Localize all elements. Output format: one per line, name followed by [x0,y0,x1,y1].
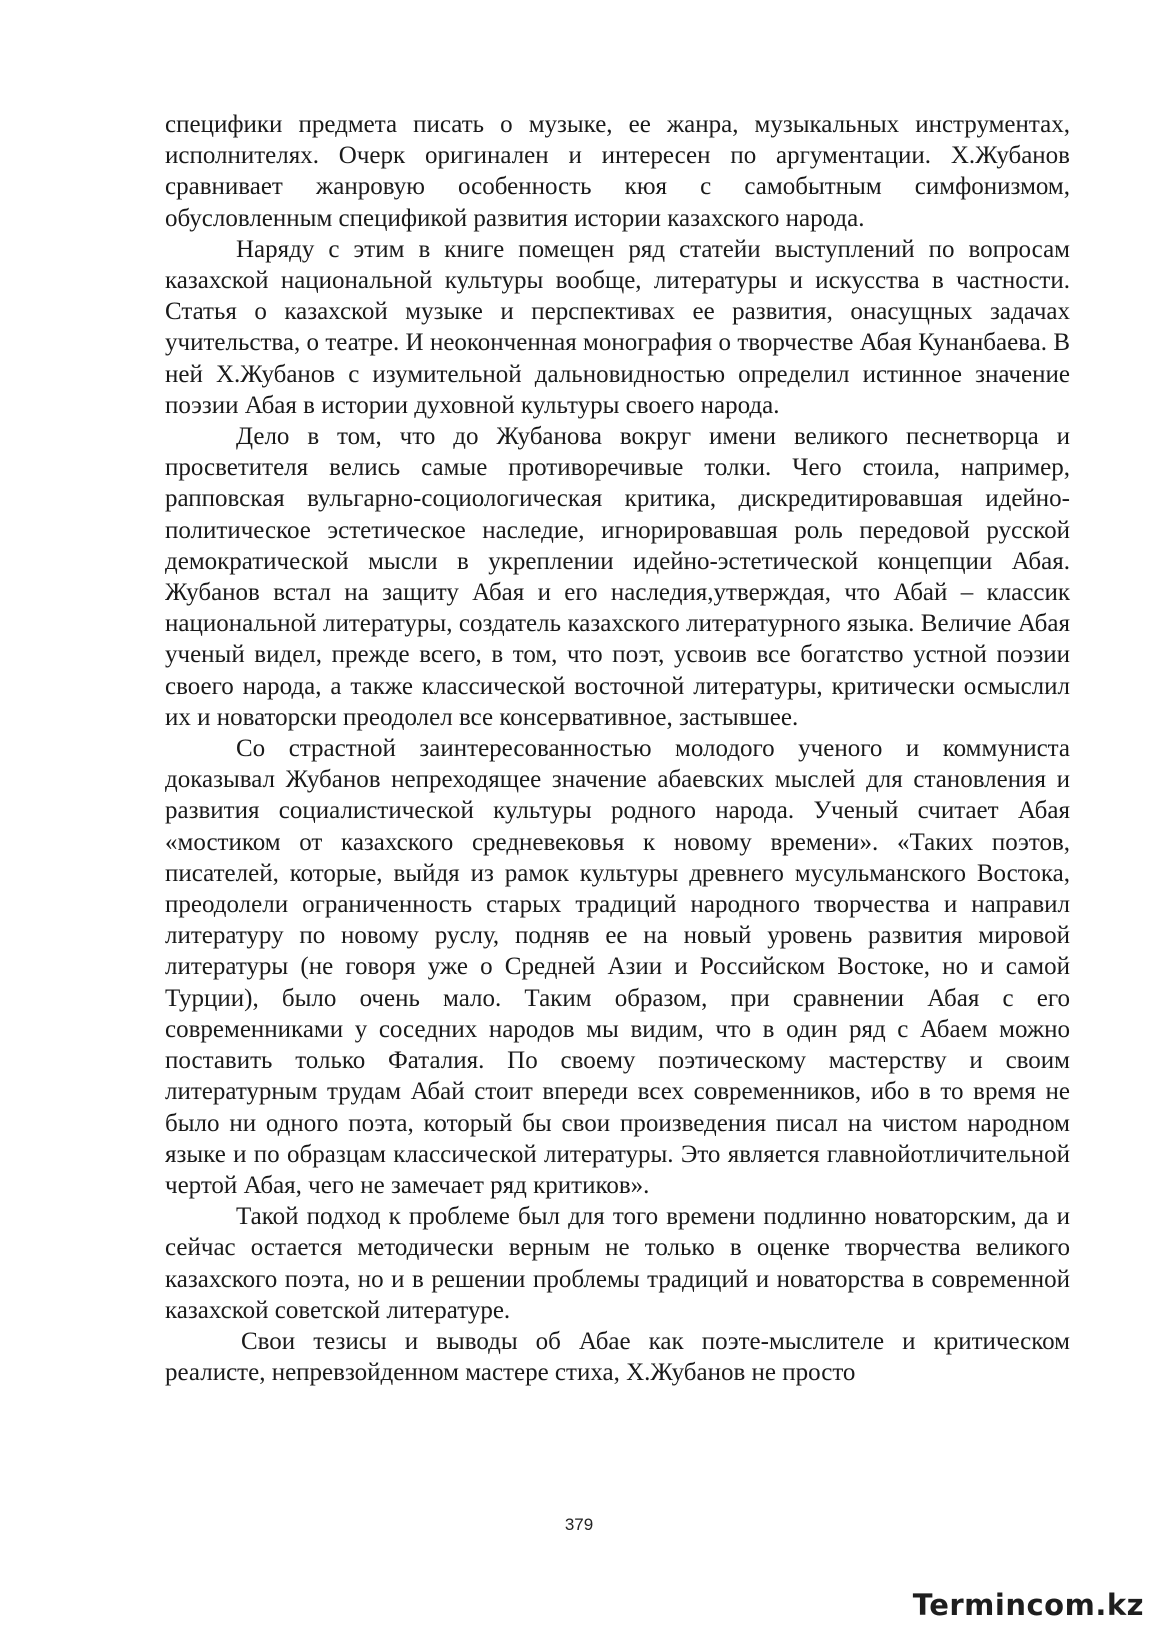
watermark-logo [913,1583,1144,1627]
paragraph-1: специфики предмета писать о музыке, ее жанра, музыкальных инструментах, исполнителях. Очерк оригинален и интересен по аргументации. Х.Жубанов сравнивает жанровую особенность кюя с самобытным симфонизмом, обусловленным спецификой развития истории казахского народа. [165,111,1070,232]
paragraph-6: Свои тезисы и выводы об Абае как поэте-мыслителе и критическом реалисте, непревзойденном мастере стиха, Х.Жубанов не просто [165,1327,1070,1387]
paragraph-3: Дело в том, что до Жубанова вокруг имени великого песнетворца и просветителя велись самые противоречивые толки. Чего стоила, например, рапповская вульгарно-социологическая критика, дискредитировавшая идейно-политическое эстетическое наследие, игнорировавшая роль передовой русской демократической мысли в укреплении идейно-эстетической концепции Абая. Жубанов встал на защиту Абая и его наследия,утверждая, что Абай – классик национальной литературы, создатель казахского литературного языка. Величие Абая ученый видел, прежде всего, в том, что поэт, усвоив все богатство устной поэзии своего народа, а также классической восточной литературы, критически осмыслил их и новаторски преодолел все консервативное, застывшее. [165,423,1070,731]
paragraph-5: Такой подход к проблеме был для того времени подлинно новаторским, да и сейчас остается методически верным не только в оценке творчества великого казахского поэта, но и в решении проблемы традиций и новаторства в современной казахской советской литературе. [165,1203,1070,1324]
watermark-text: Termincom.kz [912,1588,1144,1622]
paragraph-4: Со страстной заинтересованностью молодого ученого и коммуниста доказывал Жубанов непреходящее значение абаевских мыслей для становления и развития социалистической культуры родного народа. Ученый считает Абая «мостиком от казахского средневековья к новому времени». «Таких поэтов, писателей, которые, выйдя из рамок культуры древнего мусульманского Востока, преодолели ограниченность старых традиций народного творчества и направил литературу по новому руслу, подняв ее на новый уровень развития мировой литературы (не говоря уже о Средней Азии и Российском Востоке, но и самой Турции), было очень мало. Таким образом, при сравнении Абая с его современниками у соседних народов мы видим, что в один ряд с Абаем можно поставить только Фаталия. По своему поэтическому мастерству и своим литературным трудам Абай стоит впереди всех современников, ибо в то время не было ни одного поэта, который бы свои произведения писал на чистом народном языке и по образцам классической литературы. Это является главнойотличительной чертой Абая, чего не замечает ряд критиков». [165,735,1070,1199]
paragraph-2: Наряду с этим в книге помещен ряд статейи выступлений по вопросам казахской национальной культуры вообще, литературы и искусства в частности. Статья о казахской музыке и перспективах ее развития, онасущных задачах учительства, о театре. И неоконченная монография о творчестве Абая Кунанбаева. В ней Х.Жубанов с изумительной дальновидностью определил истинное значение поэзии Абая в истории духовной культуры своего народа. [165,235,1070,419]
body-text [165,109,1070,1388]
page-number: 379 [564,1515,594,1534]
